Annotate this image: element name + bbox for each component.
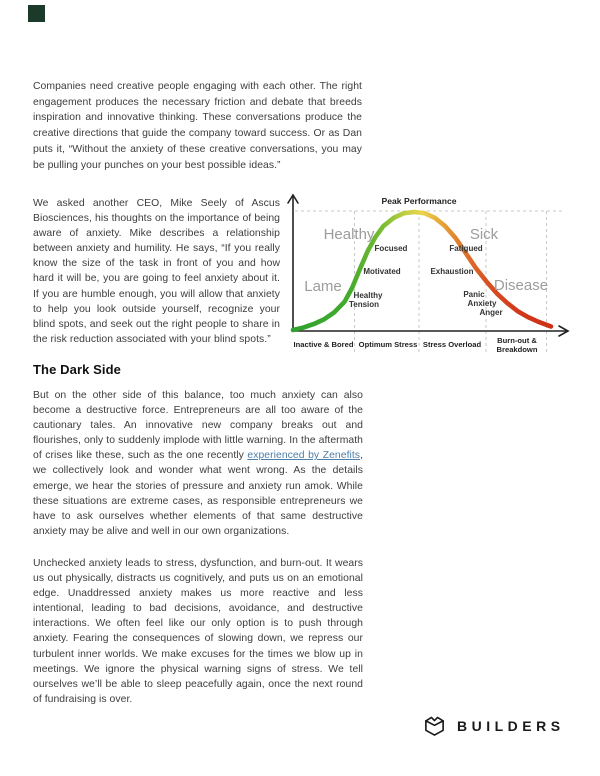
zone-label-disease: Disease xyxy=(493,277,549,294)
stage-label-panic: Panic xyxy=(463,290,485,299)
zone-label-sick: Sick xyxy=(469,226,499,243)
xaxis-label-inactive-bored: Inactive & Bored xyxy=(293,340,354,349)
stage-label-focused: Focused xyxy=(374,244,408,253)
xaxis-label-optimum-stress: Optimum Stress xyxy=(358,340,418,349)
stage-label-healthy-tension-2: Tension xyxy=(348,300,380,309)
stress-performance-chart xyxy=(286,191,580,363)
zone-label-healthy: Healthy xyxy=(323,226,375,243)
zenefits-link[interactable]: experienced by Zenefits xyxy=(247,450,361,462)
stage-label-fatigued: Fatigued xyxy=(449,244,483,253)
chart-title: Peak Performance xyxy=(381,196,457,206)
paragraph-dark-side xyxy=(33,388,363,539)
builders-cube-icon xyxy=(423,714,446,737)
xaxis-label-stress-overload: Stress Overload xyxy=(422,340,482,349)
stage-label-healthy-tension-1: Healthy xyxy=(353,291,383,300)
paragraph-unchecked-anxiety: Unchecked anxiety leads to stress, dysfunction, and burn-out. It wears us out physically, distracts us cognitively, and puts us on an emotional edge. Unaddressed anxiety makes us more reactive and less intentional, leading to bad decisions, avoidance, and destructive interactions. We often feel like our only option is to push through anxiety. Fearing the consequences of slowing down, we repress our turbulent inner worlds. We make excuses for the times we blow up in meetings. We ignore the physical warning signs of stress. We tell ourselves we’ll be able to sleep peacefully again, once the next round of fundraising is over. xyxy=(33,558,363,705)
stage-label-anger: Anger xyxy=(479,308,503,317)
section-heading-dark-side: The Dark Side xyxy=(33,362,121,377)
xaxis-label-burnout-2: Breakdown xyxy=(496,345,538,354)
paragraph-dark-side-text-after: , we collectively look and wonder what went wrong. As the details emerge, we hear the stories of pressure and anxiety run amok. While these situations are extreme cases, as responsible entrepreneurs we have to ask ourselves whether elements of that same destructive anxiety may be alive and well in our own organizations. xyxy=(33,450,363,537)
stage-label-motivated: Motivated xyxy=(363,267,401,276)
stage-label-exhaustion: Exhaustion xyxy=(430,267,474,276)
paragraph-engagement: Companies need creative people engaging with each other. The right engagement produces the necessary friction and debate that breeds inspiration and innovative thinking. These conversations produce the creative directions that guide the company toward success. Or as Dan puts it, “Without the anxiety of these creative conversations, you may be pulling your punches on your best possible ideas.” xyxy=(33,81,362,171)
builders-logo-text: BUILDERS xyxy=(457,717,565,734)
paragraph-mike-seely: We asked another CEO, Mike Seely of Ascus Biosciences, his thoughts on the importance of being aware of anxiety. Mike describes a relationship between anxiety and humility. He says, “If you really know the size of the task in front of you and how hard it will be, you are going to feel anxiety about it. If you are humble enough, you will allow that anxiety to help you look outside yourself, recognize your blind spots, and seek out the right people to share in the risk reduction associated with your blind spots.” xyxy=(33,198,280,345)
builders-logo xyxy=(423,714,565,737)
paragraph-dark-side-text-before: But on the other side of this balance, too much anxiety can also become a destructive force. Entrepreneurs are all too aware of the cautionary tales. An innovative new company breaks out and flourishes, only to suddenly implode with little warning. In the aftermath of crises like these, such as the one recently xyxy=(33,390,363,462)
xaxis-label-burnout-1: Burn-out & xyxy=(497,336,537,345)
page-corner-mark xyxy=(28,5,45,22)
zone-label-lame: Lame xyxy=(304,278,342,295)
stage-label-anxiety: Anxiety xyxy=(467,299,497,308)
